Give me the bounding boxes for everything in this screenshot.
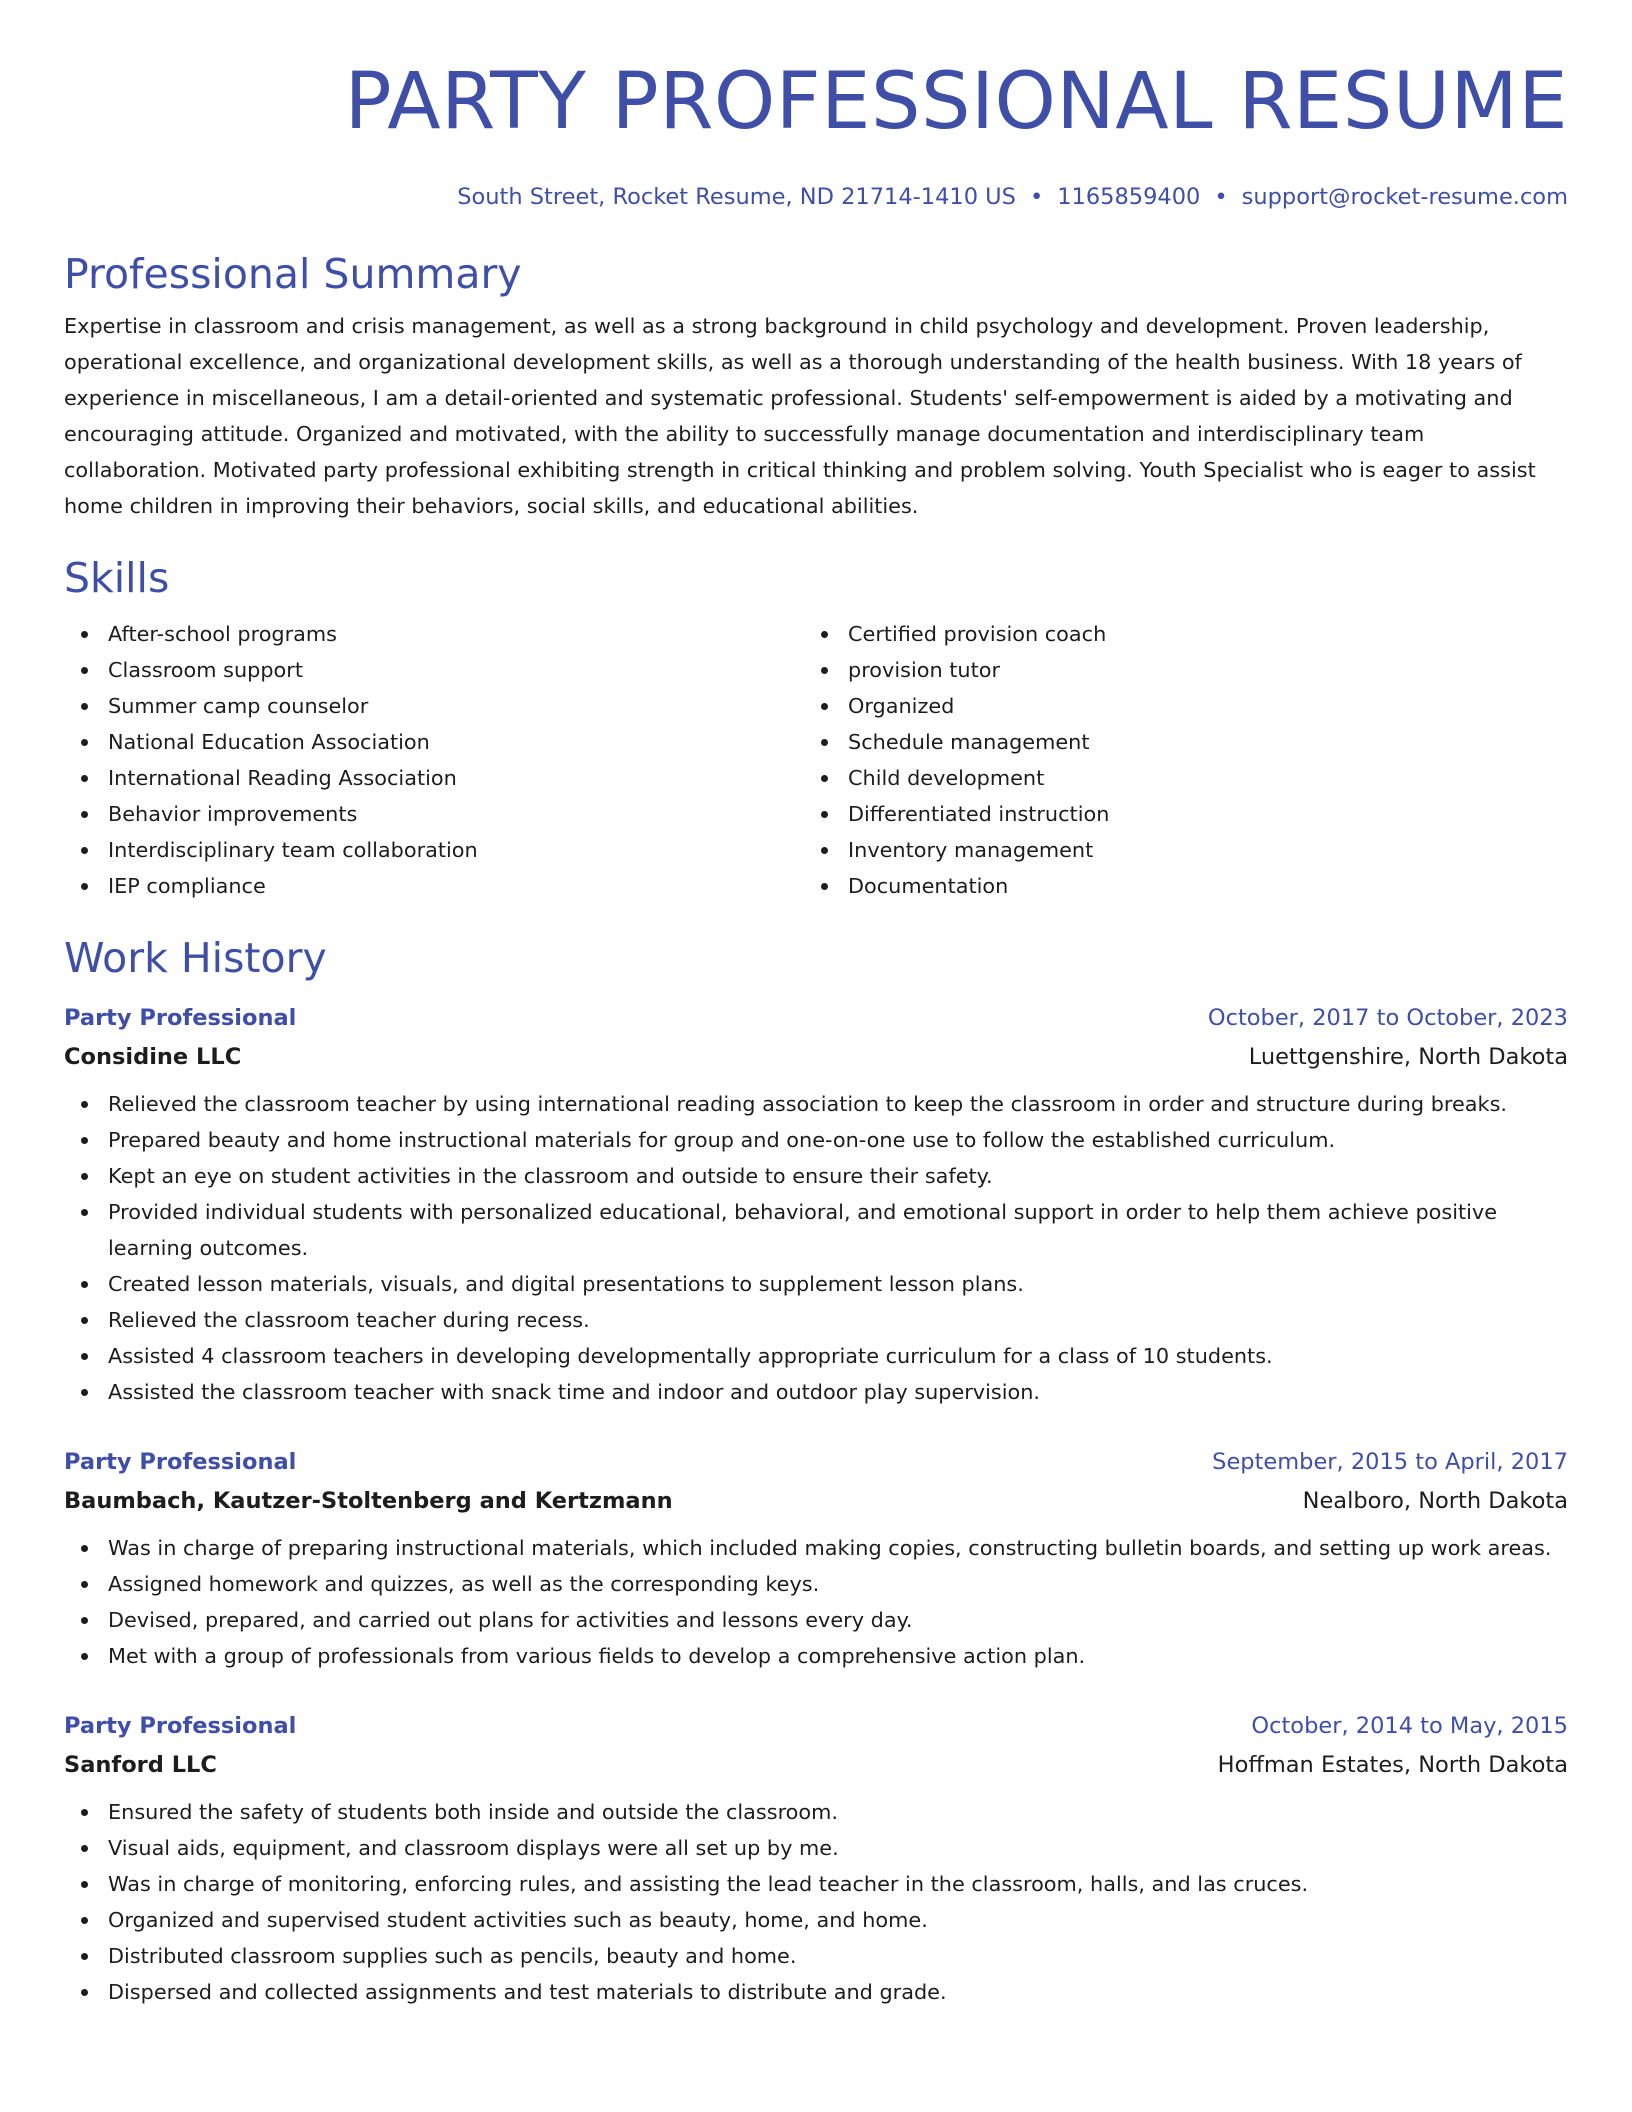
job-entry [64,998,1568,1410]
job-bullet: Assisted 4 classroom teachers in developing developmentally appropriate curriculum for a class of 10 students. [108,1338,1568,1374]
job-bullet: Assigned homework and quizzes, as well as the corresponding keys. [108,1566,1568,1602]
job-company: Considine LLC [64,1044,242,1070]
job-dates: September, 2015 to April, 2017 [1212,1449,1568,1475]
contact-line [64,182,1568,212]
skill-item: International Reading Association [108,760,804,796]
job-bullets [64,1530,1568,1674]
skills-heading: Skills [64,554,170,602]
contact-separator: • [1029,184,1044,210]
job-header-row [64,998,1568,1038]
job-bullet: Kept an eye on student activities in the classroom and outside to ensure their safety. [108,1158,1568,1194]
skill-item: Child development [848,760,1544,796]
job-location: Luettgenshire, North Dakota [1248,1044,1568,1070]
job-header-row [64,1706,1568,1746]
job-title: Party Professional [64,1713,297,1739]
skill-item: National Education Association [108,724,804,760]
job-bullet: Ensured the safety of students both inside and outside the classroom. [108,1794,1568,1830]
contact-phone: 1165859400 [1057,184,1201,210]
job-company-row [64,1482,1568,1520]
job-dates: October, 2017 to October, 2023 [1207,1005,1568,1031]
job-bullet: Prepared beauty and home instructional materials for group and one-on-one use to follow the established curriculum. [108,1122,1568,1158]
skill-item: Interdisciplinary team collaboration [108,832,804,868]
job-bullet: Dispersed and collected assignments and test materials to distribute and grade. [108,1974,1568,2010]
resume-name: PARTY PROFESSIONAL RESUME [344,57,1568,147]
skill-item: Schedule management [848,724,1544,760]
skill-item: Differentiated instruction [848,796,1544,832]
job-bullet: Distributed classroom supplies such as pencils, beauty and home. [108,1938,1568,1974]
job-bullet: Relieved the classroom teacher by using international reading association to keep the classroom in order and structure during breaks. [108,1086,1568,1122]
job-bullets [64,1086,1568,1410]
job-company: Baumbach, Kautzer-Stoltenberg and Kertzmann [64,1488,673,1514]
contact-separator: • [1214,184,1228,210]
skill-item: IEP compliance [108,868,804,904]
job-bullet: Visual aids, equipment, and classroom displays were all set up by me. [108,1830,1568,1866]
job-bullets [64,1794,1568,2010]
job-bullet: Relieved the classroom teacher during recess. [108,1302,1568,1338]
skills-grid [64,616,1568,904]
contact-address: South Street, Rocket Resume, ND 21714-1410 US [457,184,1016,210]
job-company-row [64,1038,1568,1076]
summary-text: Expertise in classroom and crisis management, as well as a strong background in child psychology and development. Proven leadership, operational excellence, and organizational development skills, as well as a thorough understanding of the health business. With 18 years of experience in miscellaneous, I am a detail-oriented and systematic professional. Students' self-empowerment is aided by a motivating and encouraging attitude. Organized and motivated, with the ability to successfully manage documentation and interdisciplinary team collaboration. Motivated party professional exhibiting strength in critical thinking and problem solving. Youth Specialist who is eager to assist home children in improving their behaviors, social skills, and educational abilities. [64,314,1536,518]
job-location: Nealboro, North Dakota [1302,1488,1568,1514]
job-bullet: Created lesson materials, visuals, and digital presentations to supplement lesson plans. [108,1266,1568,1302]
job-bullet: Devised, prepared, and carried out plans for activities and lessons every day. [108,1602,1568,1638]
skills-list-left [64,616,804,904]
job-company: Sanford LLC [64,1752,217,1778]
job-location: Hoffman Estates, North Dakota [1217,1752,1568,1778]
skills-list-right [804,616,1544,904]
work-history-heading: Work History [64,934,327,982]
skill-item: provision tutor [848,652,1544,688]
job-company-row [64,1746,1568,1784]
job-bullet: Assisted the classroom teacher with snack time and indoor and outdoor play supervision. [108,1374,1568,1410]
job-entry [64,1706,1568,2010]
skill-item: Summer camp counselor [108,688,804,724]
skill-item: Inventory management [848,832,1544,868]
job-entry [64,1442,1568,1674]
job-title: Party Professional [64,1005,297,1031]
job-title: Party Professional [64,1449,297,1475]
job-header-row [64,1442,1568,1482]
job-bullet: Provided individual students with personalized educational, behavioral, and emotional support in order to help them achieve positive learning outcomes. [108,1194,1568,1266]
skill-item: Classroom support [108,652,804,688]
skill-item: Documentation [848,868,1544,904]
job-bullet: Organized and supervised student activities such as beauty, home, and home. [108,1902,1568,1938]
contact-email: support@rocket-resume.com [1241,184,1568,210]
skill-item: Behavior improvements [108,796,804,832]
skill-item: Organized [848,688,1544,724]
job-bullet: Met with a group of professionals from various fields to develop a comprehensive action plan. [108,1638,1568,1674]
job-dates: October, 2014 to May, 2015 [1251,1713,1568,1739]
job-bullet: Was in charge of preparing instructional materials, which included making copies, constructing bulletin boards, and setting up work areas. [108,1530,1568,1566]
job-bullet: Was in charge of monitoring, enforcing rules, and assisting the lead teacher in the classroom, halls, and las cruces. [108,1866,1568,1902]
skill-item: After-school programs [108,616,804,652]
skill-item: Certified provision coach [848,616,1544,652]
summary-heading: Professional Summary [64,250,522,298]
